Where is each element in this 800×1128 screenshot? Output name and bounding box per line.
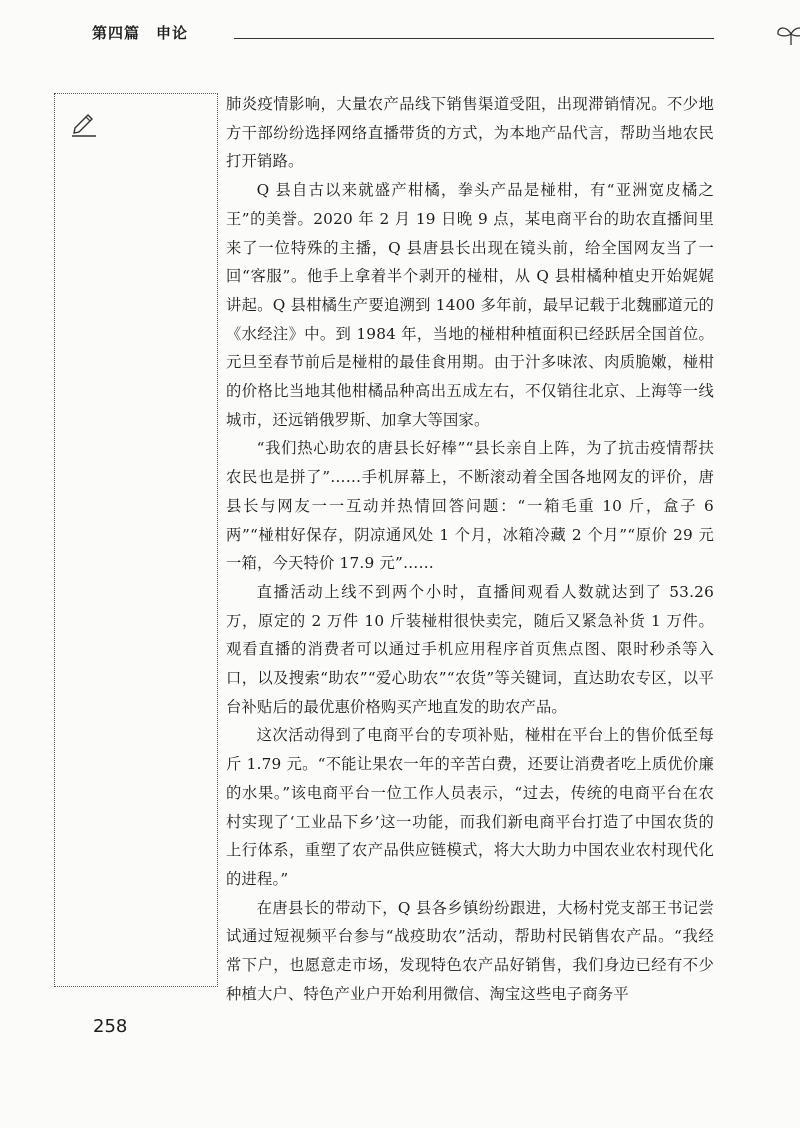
paragraph: 在唐县长的带动下，Q 县各乡镇纷纷跟进，大杨村党支部王书记尝试通过短视频平台参与“战疫助农”活动，帮助村民销售农产品。“我经常下户，也愿意走市场，发现特色农产品好销售，我们身边已经有不少种植大户、特色产业户开始利用微信、淘宝这些电子商务平: [226, 898, 714, 1003]
section-title: 第四篇 申论: [92, 24, 189, 42]
body-text: [226, 90, 714, 1009]
paragraph: 直播活动上线不到两个小时，直播间观看人数就达到了 53.26 万，原定的 2 万件 10 斤装椪柑很快卖完，随后又紧急补货 1 万件。观看直播的消费者可以通过手机应用程序首页焦点图、限时秒杀等入口，以及搜索“助农”“爱心助农”“农货”等关键词，直达助农专区，以平台补贴后的最优惠价格购买产地直发的助农产品。: [226, 582, 714, 716]
paragraph: “我们热心助农的唐县长好棒”“县长亲自上阵，为了抗击疫情帮扶农民也是拼了”……手机屏幕上，不断滚动着全国各地网友的评价，唐县长与网友一一互动并热情回答问题：“一箱毛重 10 斤，盒子 6 两”“椪柑好保存，阴凉通风处 1 个月，冰箱冷藏 2 个月”“原价 29 元一箱，今天特价 17.9 元”……: [226, 439, 714, 573]
paragraph: Q 县自古以来就盛产柑橘，拳头产品是椪柑，有“亚洲宽皮橘之王”的美誉。2020 年 2 月 19 日晚 9 点，某电商平台的助农直播间里来了一位特殊的主播，Q 县唐县长出现在镜头前，给全国网友当了一回“客服”。他手上拿着半个剥开的椪柑，从 Q 县柑橘种植史开始娓娓讲起。Q 县柑橘生产要追溯到 1400 多年前，最早记载于北魏郦道元的《水经注》中。到 1984 年，当地的椪柑种植面积已经跃居全国首位。元旦至春节前后是椪柑的最佳食用期。由于汁多味浓、肉质脆嫩，椪柑的价格比当地其他柑橘品种高出五成左右，不仅销往北京、上海等一线城市，还远销俄罗斯、加拿大等国家。: [226, 181, 714, 429]
notes-margin-box: [54, 93, 218, 987]
page-number: 258: [93, 1016, 128, 1037]
pencil-note-icon: [69, 108, 99, 142]
paragraph: 这次活动得到了电商平台的专项补贴，椪柑在平台上的售价低至每斤 1.79 元。“不能让果农一年的辛苦白费，还要让消费者吃上质优价廉的水果。”该电商平台一位工作人员表示，“过去，传统的电商平台在农村实现了‘工业品下乡’这一功能，而我们新电商平台打造了中国农货的上行体系，重塑了农产品供应链模式，将大大助力中国农业农村现代化的进程。”: [226, 726, 714, 888]
leaf-sprout-icon: [774, 24, 800, 50]
paragraph: 肺炎疫情影响，大量农产品线下销售渠道受阻，出现滞销情况。不少地方干部纷纷选择网络直播带货的方式，为本地产品代言，帮助当地农民打开销路。: [226, 95, 714, 171]
running-header: [92, 18, 732, 48]
header-rule: [234, 38, 714, 39]
